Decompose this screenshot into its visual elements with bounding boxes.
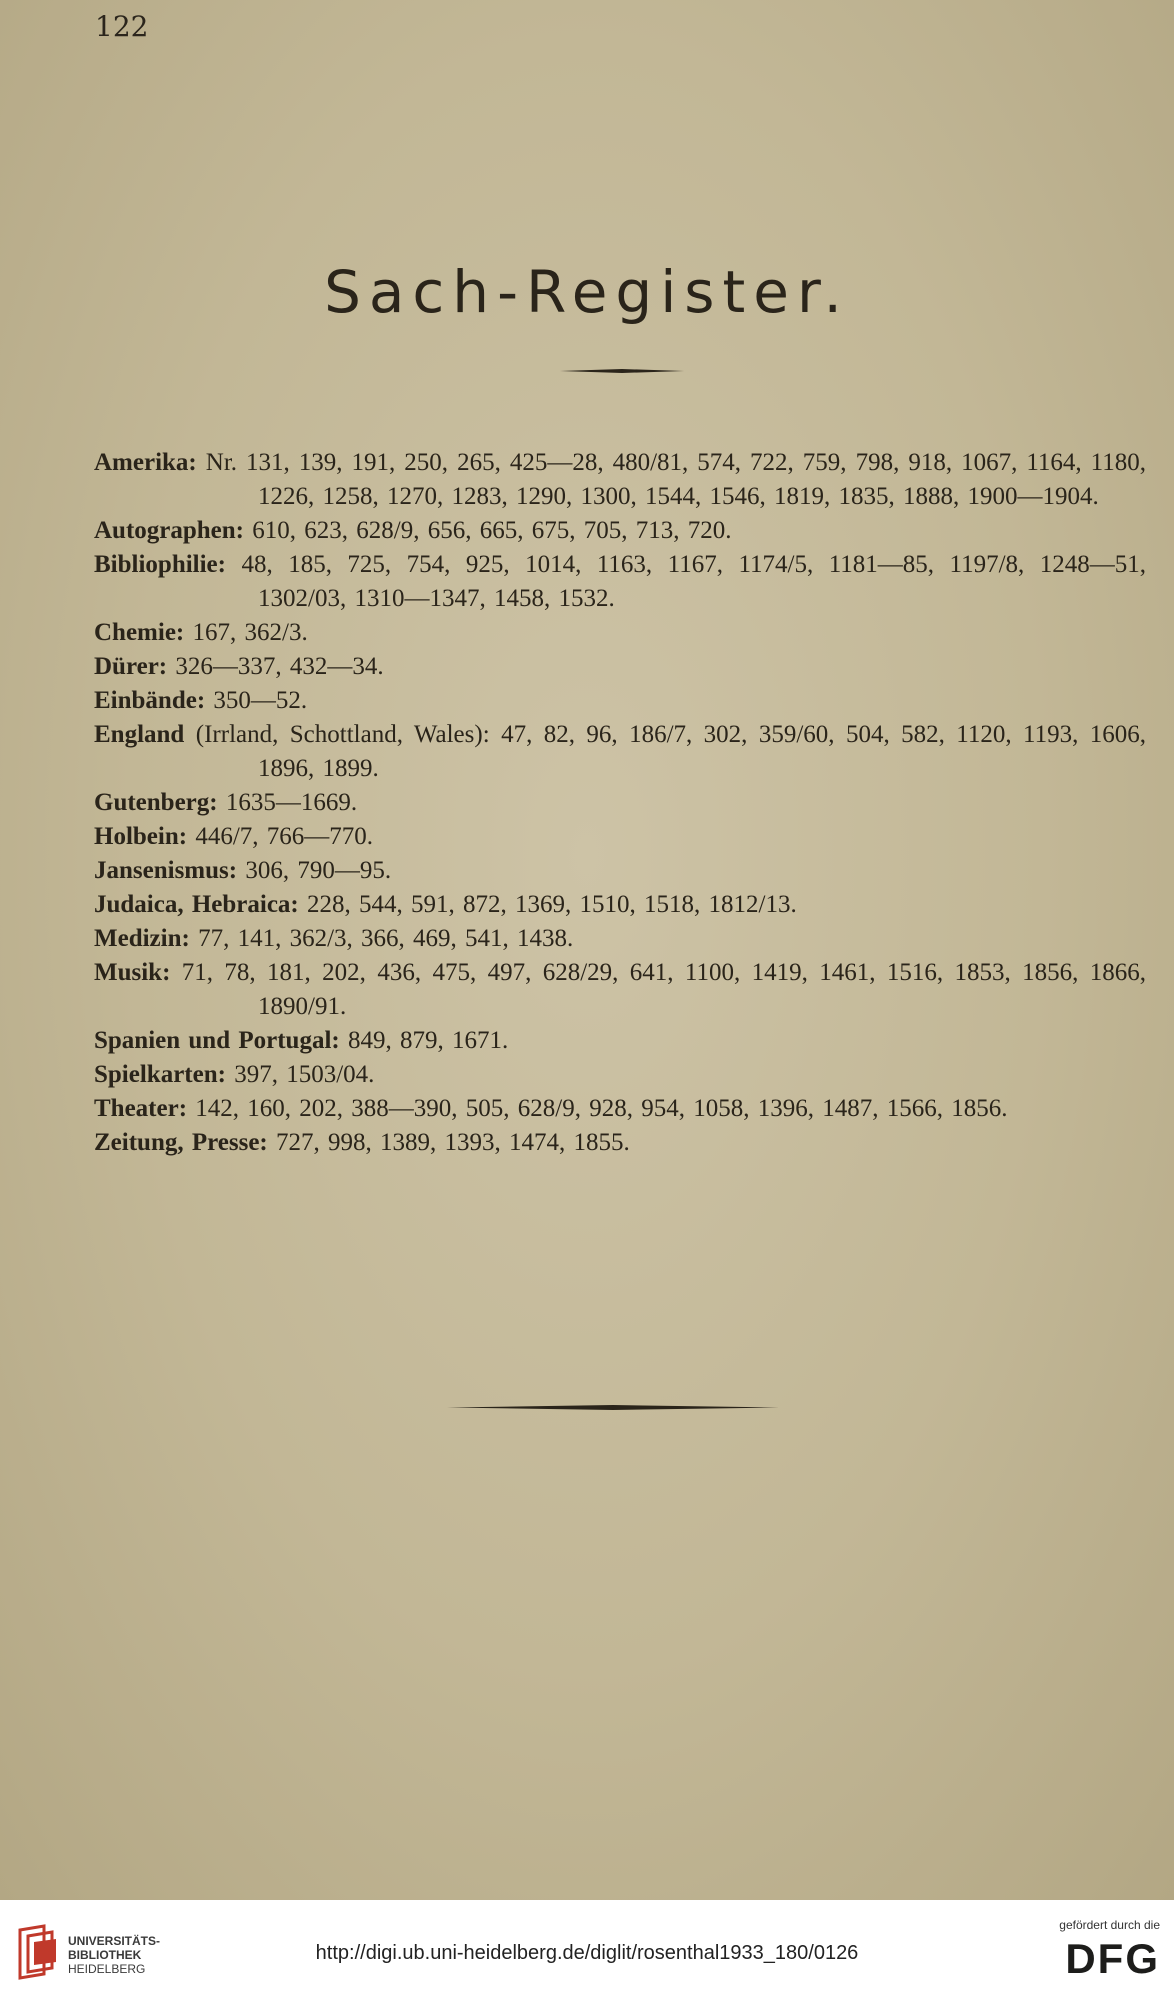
dfg-funding-note: gefördert durch die bbox=[1059, 1918, 1160, 1932]
index-entry bbox=[94, 1126, 1146, 1160]
index-term: England bbox=[94, 721, 185, 748]
index-entry bbox=[94, 446, 1146, 514]
index-refs: 71, 78, 181, 202, 436, 475, 497, 628/29, 641, 1100, 1419, 1461, 1516, 1853, 1856, 1866, 1890/91. bbox=[181, 959, 1146, 1020]
index-refs: 228, 544, 591, 872, 1369, 1510, 1518, 1812/13. bbox=[307, 891, 797, 918]
library-name-line1: UNIVERSITÄTS- bbox=[68, 1934, 161, 1948]
index-entry bbox=[94, 956, 1146, 1024]
index-entry bbox=[94, 1092, 1146, 1126]
index-refs: Nr. 131, 139, 191, 250, 265, 425—28, 480/81, 574, 722, 759, 798, 918, 1067, 1164, 1180, 1226, 1258, 1270, 1283, 1290, 1300, 1544, 1546, 1819, 1835, 1888, 1900—1904. bbox=[205, 449, 1147, 510]
index-entry bbox=[94, 922, 1146, 956]
index-refs: 446/7, 766—770. bbox=[195, 823, 374, 850]
index-refs: (Irrland, Schottland, Wales): 47, 82, 96, 186/7, 302, 359/60, 504, 582, 1120, 1193, 1606, 1896, 1899. bbox=[195, 721, 1147, 782]
index-refs: 610, 623, 628/9, 656, 665, 675, 705, 713, 720. bbox=[252, 517, 732, 544]
index-term: Jansenismus: bbox=[94, 857, 238, 884]
index-term: Musik: bbox=[94, 959, 171, 986]
index-term: Autographen: bbox=[94, 517, 245, 544]
index-refs: 1635—1669. bbox=[225, 789, 358, 816]
index-entry bbox=[94, 650, 1146, 684]
index-entry bbox=[94, 888, 1146, 922]
index-term: Chemie: bbox=[94, 619, 185, 646]
index-entry bbox=[94, 820, 1146, 854]
index-refs: 350—52. bbox=[213, 687, 308, 714]
library-name-line2: BIBLIOTHEK bbox=[68, 1948, 142, 1962]
index-term: Einbände: bbox=[94, 687, 206, 714]
index-term: Theater: bbox=[94, 1095, 188, 1122]
closing-ornament-rule bbox=[447, 1405, 779, 1410]
index-term: Gutenberg: bbox=[94, 789, 218, 816]
index-entry bbox=[94, 1058, 1146, 1092]
index-entry bbox=[94, 1024, 1146, 1058]
index-term: Holbein: bbox=[94, 823, 188, 850]
index-term: Bibliophilie: bbox=[94, 551, 226, 578]
index-refs: 326—337, 432—34. bbox=[175, 653, 384, 680]
index-refs: 397, 1503/04. bbox=[234, 1061, 375, 1088]
index-refs: 306, 790—95. bbox=[245, 857, 392, 884]
index-refs: 77, 141, 362/3, 366, 469, 541, 1438. bbox=[198, 925, 574, 952]
index-term: Amerika: bbox=[94, 449, 197, 476]
index-refs: 727, 998, 1389, 1393, 1474, 1855. bbox=[276, 1129, 630, 1156]
index-refs: 142, 160, 202, 388—390, 505, 628/9, 928, 954, 1058, 1396, 1487, 1566, 1856. bbox=[195, 1095, 1008, 1122]
page-title: Sach-Register. bbox=[324, 258, 850, 326]
index-entry bbox=[94, 616, 1146, 650]
library-name-line3: HEIDELBERG bbox=[68, 1962, 146, 1976]
title-ornament-rule bbox=[560, 369, 684, 373]
index-term: Zeitung, Presse: bbox=[94, 1129, 268, 1156]
index-term: Dürer: bbox=[94, 653, 168, 680]
index-refs: 167, 362/3. bbox=[192, 619, 308, 646]
index-entry bbox=[94, 786, 1146, 820]
footer-bar bbox=[0, 1900, 1174, 1997]
index-entry bbox=[94, 684, 1146, 718]
index-term: Spielkarten: bbox=[94, 1061, 226, 1088]
index-entry bbox=[94, 854, 1146, 888]
index-entry bbox=[94, 718, 1146, 786]
index-term: Spanien und Portugal: bbox=[94, 1027, 340, 1054]
index-term: Medizin: bbox=[94, 925, 190, 952]
index-refs: 849, 879, 1671. bbox=[348, 1027, 509, 1054]
subject-index bbox=[94, 446, 1146, 1160]
page-number: 122 bbox=[95, 10, 149, 43]
index-refs: 48, 185, 725, 754, 925, 1014, 1163, 1167, 1174/5, 1181—85, 1197/8, 1248—51, 1302/03, 1310—1347, 1458, 1532. bbox=[241, 551, 1146, 612]
permalink-url[interactable]: http://digi.ub.uni-heidelberg.de/diglit/rosenthal1933_180/0126 bbox=[315, 1942, 859, 1964]
index-entry bbox=[94, 548, 1146, 616]
index-entry bbox=[94, 514, 1146, 548]
dfg-logo: DFG bbox=[1065, 1935, 1160, 1982]
index-term: Judaica, Hebraica: bbox=[94, 891, 299, 918]
